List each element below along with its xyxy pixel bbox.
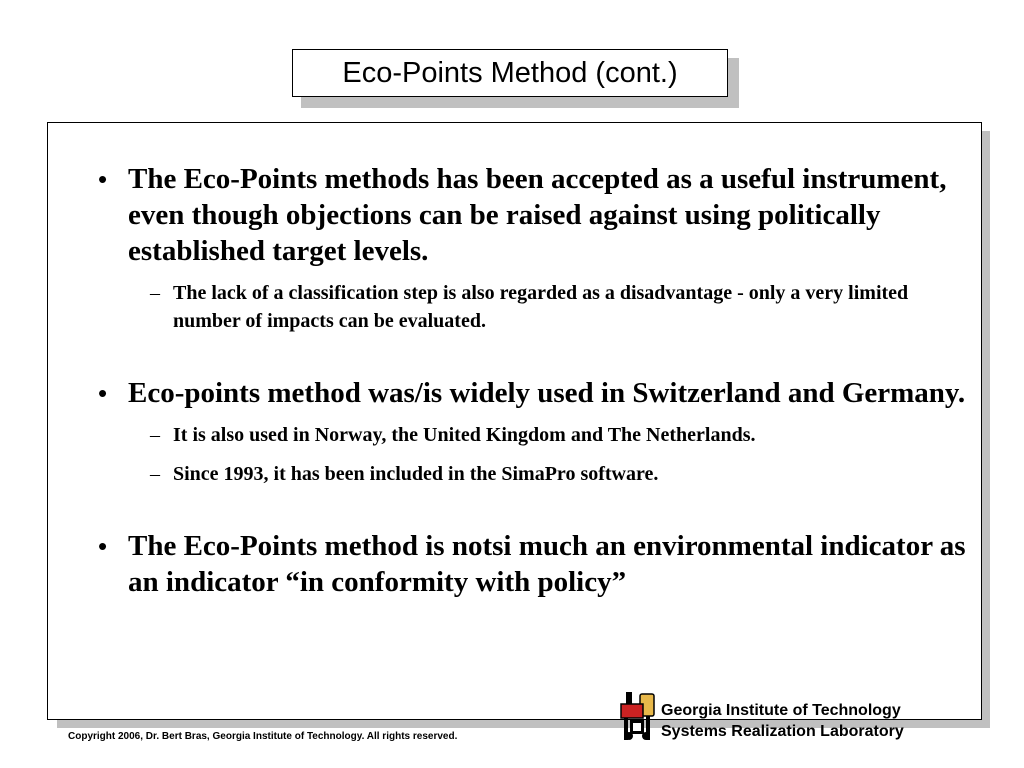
bullet-item	[84, 528, 974, 600]
institute-line-1: Georgia Institute of Technology	[661, 702, 901, 719]
bullet-list	[84, 161, 974, 600]
georgia-tech-logo-icon	[618, 690, 656, 742]
sub-bullet-list	[128, 421, 974, 488]
bullet-item	[84, 161, 974, 335]
bullet-item	[84, 375, 974, 488]
sub-bullet-list	[128, 279, 974, 335]
sub-bullet-item: – Since 1993, it has been included in the SimaPro software.	[128, 460, 974, 488]
bullet-text: Eco-points method was/is widely used in Switzerland and Germany.	[128, 377, 966, 409]
slide-title: Eco-Points Method (cont.)	[342, 56, 678, 89]
copyright-notice: Copyright 2006, Dr. Bert Bras, Georgia Institute of Technology. All rights reserved.	[68, 731, 458, 742]
bullet-text: The Eco-Points method is notsi much an environmental indicator as an indicator “in conformity with policy”	[128, 530, 966, 598]
institute-line-2: Systems Realization Laboratory	[661, 723, 904, 740]
title-box	[292, 49, 728, 97]
institute-name	[661, 700, 904, 742]
sub-bullet-item: – It is also used in Norway, the United Kingdom and The Netherlands.	[128, 421, 974, 449]
bullet-text: The Eco-Points methods has been accepted as a useful instrument, even though objections can be raised against using politically established target levels.	[128, 163, 947, 267]
sub-bullet-item: – The lack of a classification step is also regarded as a disadvantage - only a very limited number of impacts can be evaluated.	[128, 279, 974, 335]
